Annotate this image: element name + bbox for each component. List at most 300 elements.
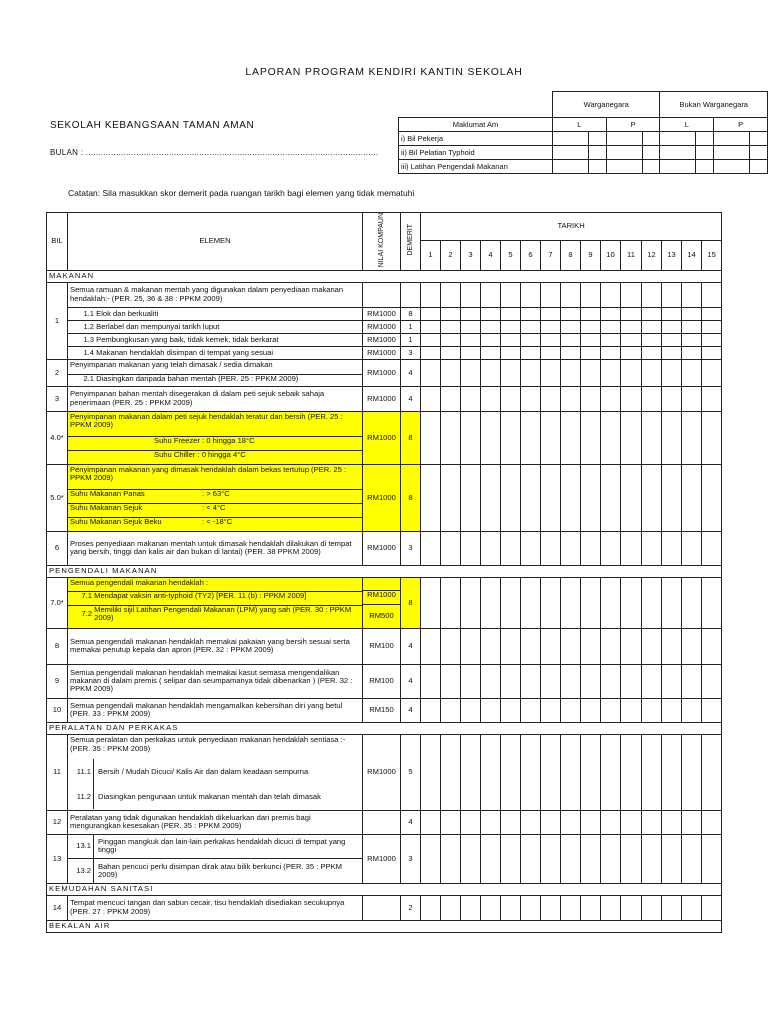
demerit-score-cell[interactable]: [541, 698, 561, 722]
demerit-score-cell[interactable]: [601, 359, 621, 386]
demerit-score-cell[interactable]: [481, 386, 501, 411]
demerit-score-cell[interactable]: [441, 895, 461, 920]
demerit-score-cell[interactable]: [521, 386, 541, 411]
demerit-score-cell[interactable]: [441, 734, 461, 810]
demerit-score-cell[interactable]: [682, 307, 702, 320]
demerit-score-cell[interactable]: [601, 577, 621, 628]
demerit-score-cell[interactable]: [481, 282, 501, 307]
demerit-score-cell[interactable]: [441, 531, 461, 565]
demerit-score-cell[interactable]: [642, 698, 662, 722]
demerit-score-cell[interactable]: [601, 464, 621, 531]
demerit-score-cell[interactable]: [561, 386, 581, 411]
demerit-score-cell[interactable]: [481, 698, 501, 722]
demerit-score-cell[interactable]: [621, 359, 642, 386]
demerit-score-cell[interactable]: [662, 359, 682, 386]
demerit-score-cell[interactable]: [662, 734, 682, 810]
demerit-score-cell[interactable]: [642, 282, 662, 307]
demerit-score-cell[interactable]: [682, 359, 702, 386]
demerit-score-cell[interactable]: [461, 577, 481, 628]
demerit-score-cell[interactable]: [642, 531, 662, 565]
demerit-score-cell[interactable]: [541, 895, 561, 920]
demerit-score-cell[interactable]: [662, 577, 682, 628]
demerit-score-cell[interactable]: [481, 628, 501, 664]
demerit-score-cell[interactable]: [501, 734, 521, 810]
stat-cell[interactable]: [606, 146, 642, 160]
demerit-score-cell[interactable]: [662, 320, 682, 333]
stat-cell[interactable]: [552, 160, 588, 174]
demerit-score-cell[interactable]: [682, 333, 702, 346]
demerit-score-cell[interactable]: [541, 307, 561, 320]
demerit-score-cell[interactable]: [581, 531, 601, 565]
demerit-score-cell[interactable]: [421, 307, 441, 320]
demerit-score-cell[interactable]: [541, 320, 561, 333]
demerit-score-cell[interactable]: [581, 834, 601, 883]
element-text: Semua peralatan dan perkakas untuk penyediaan makanan hendaklah sentiasa :- (PER. 35 : PPKM 2009) 11.1 Bersih / Mudah Dicuci/ Kalis Air dan dalam keadaan sempurna 11.2 Diasingkan pengunaan untuk makanan mentah dan telah dimasak: [68, 734, 363, 810]
demerit-score-cell[interactable]: [581, 464, 601, 531]
demerit-score-cell[interactable]: [601, 628, 621, 664]
demerit-score-cell[interactable]: [621, 664, 642, 698]
demerit-score-cell[interactable]: [501, 895, 521, 920]
demerit-score-cell[interactable]: [541, 810, 561, 834]
demerit-score-cell[interactable]: [581, 346, 601, 359]
demerit-score-cell[interactable]: [421, 386, 441, 411]
demerit-score-cell[interactable]: [561, 834, 581, 883]
demerit-score-cell[interactable]: [642, 411, 662, 464]
demerit-score-cell[interactable]: [441, 411, 461, 464]
date-header-10: 10: [601, 240, 621, 270]
demerit-score-cell[interactable]: [662, 464, 682, 531]
demerit-score-cell[interactable]: [481, 346, 501, 359]
stat-cell[interactable]: [660, 160, 696, 174]
demerit-score-cell[interactable]: [621, 531, 642, 565]
demerit-score-cell[interactable]: [682, 320, 702, 333]
demerit-score-cell[interactable]: [682, 698, 702, 722]
demerit-score-cell[interactable]: [501, 282, 521, 307]
demerit-score-cell[interactable]: [662, 834, 682, 883]
demerit-score-cell[interactable]: [702, 834, 722, 883]
bulan-field[interactable]: BULAN : ....................................................................................................................: [50, 148, 379, 157]
demerit-score-cell[interactable]: [421, 834, 441, 883]
demerit-score-cell[interactable]: [682, 628, 702, 664]
demerit-score-cell[interactable]: [642, 834, 662, 883]
demerit-score-cell[interactable]: [642, 386, 662, 411]
demerit-score-cell[interactable]: [481, 734, 501, 810]
demerit-score-cell[interactable]: [481, 333, 501, 346]
demerit-score-cell[interactable]: [682, 386, 702, 411]
demerit-score-cell[interactable]: [642, 359, 662, 386]
row-bil: 11: [47, 734, 68, 810]
demerit-score-cell[interactable]: [521, 346, 541, 359]
demerit-score-cell[interactable]: [541, 346, 561, 359]
demerit-score-cell[interactable]: [561, 531, 581, 565]
demerit-score-cell[interactable]: [561, 734, 581, 810]
demerit-score-cell[interactable]: [561, 810, 581, 834]
demerit-score-cell[interactable]: [581, 698, 601, 722]
demerit-score-cell[interactable]: [581, 734, 601, 810]
demerit-score-cell[interactable]: [461, 411, 481, 464]
demerit-score-cell[interactable]: [702, 333, 722, 346]
demerit-score-cell[interactable]: [481, 810, 501, 834]
demerit-score-cell[interactable]: [702, 628, 722, 664]
demerit-score-cell[interactable]: [561, 577, 581, 628]
demerit-score-cell[interactable]: [662, 698, 682, 722]
demerit-score-cell[interactable]: [501, 320, 521, 333]
demerit-score-cell[interactable]: [521, 895, 541, 920]
demerit-score-cell[interactable]: [541, 531, 561, 565]
demerit-score-cell[interactable]: [561, 282, 581, 307]
demerit-score-cell[interactable]: [481, 664, 501, 698]
demerit-score-cell[interactable]: [521, 628, 541, 664]
demerit-score-cell[interactable]: [501, 664, 521, 698]
demerit-score-cell[interactable]: [702, 895, 722, 920]
demerit-score-cell[interactable]: [421, 320, 441, 333]
stat-cell[interactable]: [714, 160, 750, 174]
row-bil: 8: [47, 628, 68, 664]
demerit-score-cell[interactable]: [461, 664, 481, 698]
l-header: L: [552, 118, 606, 132]
demerit-score-cell[interactable]: [561, 346, 581, 359]
demerit-score-cell[interactable]: [581, 333, 601, 346]
demerit-score-cell[interactable]: [501, 628, 521, 664]
demerit-score-cell[interactable]: [481, 895, 501, 920]
demerit-score-cell[interactable]: [461, 810, 481, 834]
demerit-score-cell[interactable]: [682, 664, 702, 698]
demerit-score-cell[interactable]: [461, 307, 481, 320]
demerit-score-cell[interactable]: [642, 628, 662, 664]
demerit-score-cell[interactable]: [441, 628, 461, 664]
demerit-score-cell[interactable]: [682, 810, 702, 834]
demerit-score-cell[interactable]: [702, 411, 722, 464]
demerit-score-cell[interactable]: [581, 386, 601, 411]
demerit-score-cell[interactable]: [682, 464, 702, 531]
demerit-score-cell[interactable]: [481, 834, 501, 883]
demerit-score-cell[interactable]: [702, 386, 722, 411]
demerit-score-cell[interactable]: [421, 346, 441, 359]
demerit-score-cell[interactable]: [682, 577, 702, 628]
demerit-score-cell[interactable]: [642, 810, 662, 834]
demerit-score-cell[interactable]: [662, 531, 682, 565]
demerit-score-cell[interactable]: [441, 282, 461, 307]
demerit-score-cell[interactable]: [642, 333, 662, 346]
demerit-score-cell[interactable]: [461, 531, 481, 565]
demerit-score-cell[interactable]: [581, 628, 601, 664]
demerit-score-cell[interactable]: [682, 531, 702, 565]
demerit-score-cell[interactable]: [581, 307, 601, 320]
demerit-score-cell[interactable]: [481, 359, 501, 386]
demerit-value: 3: [401, 834, 421, 883]
demerit-score-cell[interactable]: [682, 895, 702, 920]
sub-element: 1.2 Berlabel dan mempunyai tarikh luput: [68, 320, 363, 333]
section-sanitasi: KEMUDAHAN SANITASI: [47, 883, 722, 895]
demerit-score-cell[interactable]: [461, 320, 481, 333]
demerit-score-cell[interactable]: [682, 834, 702, 883]
demerit-score-cell[interactable]: [621, 464, 642, 531]
demerit-score-cell[interactable]: [541, 628, 561, 664]
demerit-score-cell[interactable]: [561, 464, 581, 531]
demerit-score-cell[interactable]: [421, 664, 441, 698]
demerit-score-cell[interactable]: [682, 411, 702, 464]
stat-cell[interactable]: [552, 146, 588, 160]
demerit-score-cell[interactable]: [642, 577, 662, 628]
demerit-score-cell[interactable]: [601, 346, 621, 359]
demerit-score-cell[interactable]: [702, 577, 722, 628]
demerit-score-cell[interactable]: [501, 810, 521, 834]
demerit-score-cell[interactable]: [501, 531, 521, 565]
demerit-score-cell[interactable]: [541, 834, 561, 883]
stat-cell[interactable]: [660, 146, 696, 160]
demerit-score-cell[interactable]: [521, 810, 541, 834]
demerit-score-cell[interactable]: [441, 386, 461, 411]
demerit-score-cell[interactable]: [601, 895, 621, 920]
demerit-score-cell[interactable]: [662, 282, 682, 307]
demerit-score-cell[interactable]: [621, 834, 642, 883]
demerit-score-cell[interactable]: [521, 698, 541, 722]
demerit-score-cell[interactable]: [441, 664, 461, 698]
demerit-score-cell[interactable]: [561, 320, 581, 333]
demerit-score-cell[interactable]: [421, 464, 441, 531]
demerit-score-cell[interactable]: [481, 320, 501, 333]
demerit-score-cell[interactable]: [621, 810, 642, 834]
demerit-score-cell[interactable]: [561, 333, 581, 346]
demerit-score-cell[interactable]: [621, 307, 642, 320]
demerit-score-cell[interactable]: [421, 734, 441, 810]
demerit-score-cell[interactable]: [521, 531, 541, 565]
demerit-score-cell[interactable]: [461, 359, 481, 386]
demerit-score-cell[interactable]: [662, 411, 682, 464]
demerit-score-cell[interactable]: [561, 698, 581, 722]
demerit-score-cell[interactable]: [682, 282, 702, 307]
demerit-score-cell[interactable]: [441, 464, 461, 531]
demerit-score-cell[interactable]: [642, 307, 662, 320]
demerit-score-cell[interactable]: [702, 810, 722, 834]
demerit-score-cell[interactable]: [461, 698, 481, 722]
demerit-score-cell[interactable]: [621, 628, 642, 664]
demerit-score-cell[interactable]: [521, 333, 541, 346]
demerit-score-cell[interactable]: [521, 464, 541, 531]
demerit-score-cell[interactable]: [642, 320, 662, 333]
demerit-score-cell[interactable]: [541, 464, 561, 531]
demerit-score-cell[interactable]: [441, 333, 461, 346]
demerit-score-cell[interactable]: [662, 386, 682, 411]
demerit-score-cell[interactable]: [581, 411, 601, 464]
demerit-score-cell[interactable]: [621, 411, 642, 464]
demerit-score-cell[interactable]: [702, 698, 722, 722]
demerit-score-cell[interactable]: [521, 411, 541, 464]
demerit-score-cell[interactable]: [581, 359, 601, 386]
demerit-score-cell[interactable]: [601, 531, 621, 565]
demerit-score-cell[interactable]: [501, 307, 521, 320]
demerit-score-cell[interactable]: [601, 282, 621, 307]
demerit-score-cell[interactable]: [421, 531, 441, 565]
demerit-score-cell[interactable]: [561, 307, 581, 320]
demerit-score-cell[interactable]: [501, 346, 521, 359]
demerit-score-cell[interactable]: [702, 320, 722, 333]
date-header-7: 7: [541, 240, 561, 270]
demerit-score-cell[interactable]: [642, 346, 662, 359]
demerit-score-cell[interactable]: [441, 577, 461, 628]
demerit-score-cell[interactable]: [461, 386, 481, 411]
demerit-score-cell[interactable]: [501, 386, 521, 411]
demerit-score-cell[interactable]: [682, 734, 702, 810]
demerit-score-cell[interactable]: [621, 386, 642, 411]
demerit-score-cell[interactable]: [421, 895, 441, 920]
stat-cell[interactable]: [660, 132, 696, 146]
demerit-score-cell[interactable]: [421, 628, 441, 664]
demerit-score-cell[interactable]: [421, 282, 441, 307]
demerit-score-cell[interactable]: [581, 320, 601, 333]
demerit-score-cell[interactable]: [521, 834, 541, 883]
demerit-score-cell[interactable]: [521, 282, 541, 307]
demerit-score-cell[interactable]: [501, 333, 521, 346]
demerit-score-cell[interactable]: [421, 698, 441, 722]
stat-cell[interactable]: [714, 146, 750, 160]
demerit-score-cell[interactable]: [421, 810, 441, 834]
demerit-score-cell[interactable]: [561, 411, 581, 464]
demerit-score-cell[interactable]: [621, 734, 642, 810]
demerit-score-cell[interactable]: [521, 307, 541, 320]
demerit-score-cell[interactable]: [601, 320, 621, 333]
demerit-score-cell[interactable]: [581, 664, 601, 698]
element-text: Semua pengendali makanan hendaklah memakai pakaian yang bersih sesuai serta memakai penutup kepala dan apron (PER. 32 : PPKM 2009): [68, 628, 363, 664]
demerit-score-cell[interactable]: [621, 577, 642, 628]
demerit-score-cell[interactable]: [561, 895, 581, 920]
demerit-score-cell[interactable]: [662, 628, 682, 664]
demerit-score-cell[interactable]: [642, 895, 662, 920]
stat-cell[interactable]: [606, 160, 642, 174]
demerit-score-cell[interactable]: [702, 307, 722, 320]
demerit-score-cell[interactable]: [541, 411, 561, 464]
demerit-score-cell[interactable]: [441, 346, 461, 359]
date-header-15: 15: [702, 240, 722, 270]
demerit-score-cell[interactable]: [621, 698, 642, 722]
demerit-score-cell[interactable]: [501, 411, 521, 464]
demerit-score-cell[interactable]: [421, 411, 441, 464]
kompaun-value: RM150: [363, 698, 401, 722]
demerit-score-cell[interactable]: [461, 333, 481, 346]
demerit-score-cell[interactable]: [541, 734, 561, 810]
demerit-score-cell[interactable]: [601, 834, 621, 883]
demerit-score-cell[interactable]: [461, 895, 481, 920]
demerit-score-cell[interactable]: [621, 282, 642, 307]
demerit-score-cell[interactable]: [561, 664, 581, 698]
demerit-score-cell[interactable]: [501, 698, 521, 722]
demerit-score-cell[interactable]: [601, 411, 621, 464]
demerit-score-cell[interactable]: [642, 464, 662, 531]
demerit-score-cell[interactable]: [441, 834, 461, 883]
demerit-score-cell[interactable]: [621, 346, 642, 359]
demerit-score-cell[interactable]: [541, 664, 561, 698]
demerit-score-cell[interactable]: [461, 628, 481, 664]
kompaun-value: RM1000: [363, 346, 401, 359]
date-header-14: 14: [682, 240, 702, 270]
demerit-score-cell[interactable]: [461, 834, 481, 883]
demerit-score-cell[interactable]: [461, 282, 481, 307]
demerit-score-cell[interactable]: [561, 628, 581, 664]
demerit-score-cell[interactable]: [461, 346, 481, 359]
demerit-score-cell[interactable]: [521, 734, 541, 810]
demerit-score-cell[interactable]: [541, 577, 561, 628]
demerit-score-cell[interactable]: [481, 464, 501, 531]
demerit-score-cell[interactable]: [601, 810, 621, 834]
demerit-score-cell[interactable]: [421, 359, 441, 386]
demerit-score-cell[interactable]: [521, 577, 541, 628]
demerit-score-cell[interactable]: [441, 307, 461, 320]
demerit-score-cell[interactable]: [521, 320, 541, 333]
demerit-score-cell[interactable]: [702, 664, 722, 698]
demerit-score-cell[interactable]: [682, 346, 702, 359]
p-header: P: [606, 118, 660, 132]
demerit-score-cell[interactable]: [541, 333, 561, 346]
demerit-score-cell[interactable]: [601, 698, 621, 722]
demerit-score-cell[interactable]: [601, 386, 621, 411]
demerit-score-cell[interactable]: [481, 577, 501, 628]
demerit-score-cell[interactable]: [702, 282, 722, 307]
demerit-score-cell[interactable]: [581, 577, 601, 628]
demerit-score-cell[interactable]: [501, 834, 521, 883]
demerit-score-cell[interactable]: [662, 895, 682, 920]
demerit-score-cell[interactable]: [521, 359, 541, 386]
demerit-score-cell[interactable]: [621, 333, 642, 346]
demerit-score-cell[interactable]: [441, 320, 461, 333]
demerit-score-cell[interactable]: [541, 282, 561, 307]
demerit-score-cell[interactable]: [642, 734, 662, 810]
form-title: LAPORAN PROGRAM KENDIRI KANTIN SEKOLAH: [245, 66, 523, 78]
demerit-score-cell[interactable]: [461, 464, 481, 531]
demerit-score-cell[interactable]: [662, 664, 682, 698]
demerit-score-cell[interactable]: [541, 359, 561, 386]
demerit-score-cell[interactable]: [662, 346, 682, 359]
demerit-score-cell[interactable]: [662, 333, 682, 346]
demerit-score-cell[interactable]: [642, 664, 662, 698]
demerit-score-cell[interactable]: [461, 734, 481, 810]
demerit-score-cell[interactable]: [621, 320, 642, 333]
demerit-score-cell[interactable]: [702, 531, 722, 565]
demerit-score-cell[interactable]: [601, 333, 621, 346]
demerit-score-cell[interactable]: [662, 307, 682, 320]
demerit-score-cell[interactable]: [421, 333, 441, 346]
demerit-score-cell[interactable]: [521, 664, 541, 698]
demerit-score-cell[interactable]: [601, 664, 621, 698]
demerit-score-cell[interactable]: [481, 531, 501, 565]
demerit-score-cell[interactable]: [541, 386, 561, 411]
demerit-score-cell[interactable]: [601, 734, 621, 810]
demerit-score-cell[interactable]: [481, 411, 501, 464]
demerit-score-cell[interactable]: [601, 307, 621, 320]
demerit-score-cell[interactable]: [702, 464, 722, 531]
demerit-score-cell[interactable]: [481, 307, 501, 320]
demerit-score-cell[interactable]: [702, 346, 722, 359]
demerit-score-cell[interactable]: [441, 810, 461, 834]
demerit-score-cell[interactable]: [702, 734, 722, 810]
demerit-score-cell[interactable]: [581, 282, 601, 307]
stat-cell[interactable]: [606, 132, 642, 146]
demerit-score-cell[interactable]: [421, 577, 441, 628]
stat-cell[interactable]: [552, 132, 588, 146]
demerit-score-cell[interactable]: [501, 577, 521, 628]
demerit-score-cell[interactable]: [581, 895, 601, 920]
demerit-score-cell[interactable]: [441, 698, 461, 722]
element-text: Proses penyediaan makanan mentah untuk dimasak hendaklah dilakukan di tempat yang bersih, tinggi dan kalis air dan bukan di lantai) (PER. 38 PPKM 2009): [68, 531, 363, 565]
demerit-score-cell[interactable]: [501, 359, 521, 386]
demerit-score-cell[interactable]: [441, 359, 461, 386]
demerit-score-cell[interactable]: [621, 895, 642, 920]
demerit-score-cell[interactable]: [501, 464, 521, 531]
demerit-score-cell[interactable]: [702, 359, 722, 386]
stat-cell[interactable]: [714, 132, 750, 146]
demerit-score-cell[interactable]: [662, 810, 682, 834]
demerit-score-cell[interactable]: [581, 810, 601, 834]
demerit-score-cell[interactable]: [561, 359, 581, 386]
